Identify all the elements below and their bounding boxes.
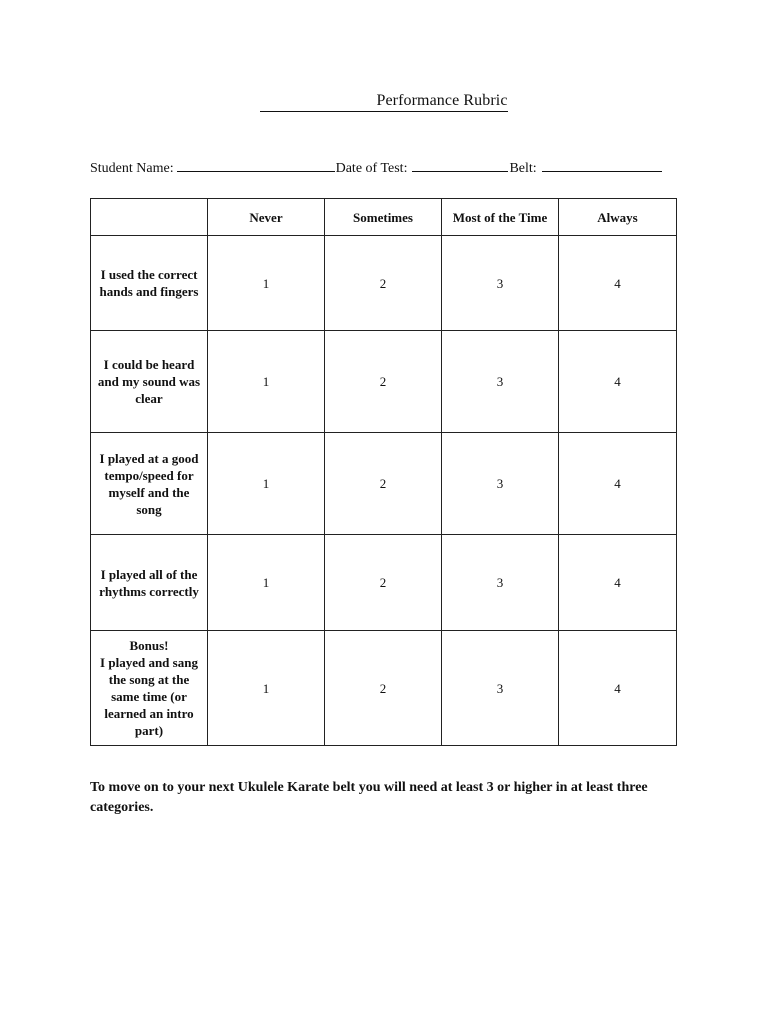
- belt-requirement-note: To move on to your next Ukulele Karate belt you will need at least 3 or higher in at least three categories.: [90, 780, 648, 815]
- date-of-test-blank[interactable]: [412, 157, 508, 172]
- row-label: I played at a good tempo/speed for myself and the song: [91, 433, 208, 535]
- row-label: I could be heard and my sound was clear: [91, 331, 208, 433]
- score-most-of-the-time[interactable]: 3: [442, 433, 559, 535]
- score-most-of-the-time[interactable]: 3: [442, 535, 559, 631]
- score-always[interactable]: 4: [559, 331, 677, 433]
- header-cell-most-of-the-time: Most of the Time: [442, 199, 559, 236]
- rubric-table: [90, 198, 677, 746]
- title-underline: [260, 92, 507, 112]
- student-name-label: Student Name:: [90, 161, 174, 176]
- header-cell-sometimes: Sometimes: [325, 199, 442, 236]
- header-cell-never: Never: [208, 199, 325, 236]
- table-row: [91, 433, 677, 535]
- date-of-test-label: Date of Test:: [335, 161, 408, 176]
- score-always[interactable]: 4: [559, 236, 677, 331]
- page-title: Performance Rubric: [376, 92, 508, 109]
- score-never[interactable]: 1: [208, 535, 325, 631]
- belt-blank[interactable]: [542, 157, 662, 172]
- header-cell-empty: [91, 199, 208, 236]
- score-sometimes[interactable]: 2: [325, 236, 442, 331]
- table-row: [91, 236, 677, 331]
- bonus-row-label: [91, 631, 208, 746]
- header-row: [91, 199, 677, 236]
- score-never[interactable]: 1: [208, 433, 325, 535]
- score-most-of-the-time[interactable]: 3: [442, 236, 559, 331]
- score-sometimes[interactable]: 2: [325, 535, 442, 631]
- bonus-title: Bonus!: [129, 638, 169, 653]
- score-never[interactable]: 1: [208, 631, 325, 746]
- score-sometimes[interactable]: 2: [325, 433, 442, 535]
- table-row: [91, 331, 677, 433]
- row-label: I used the correct hands and fingers: [91, 236, 208, 331]
- header-cell-always: Always: [559, 199, 677, 236]
- score-most-of-the-time[interactable]: 3: [442, 331, 559, 433]
- row-label: I played and sang the song at the same time (or learned an intro part): [100, 655, 198, 738]
- score-never[interactable]: 1: [208, 331, 325, 433]
- score-always[interactable]: 4: [559, 433, 677, 535]
- score-sometimes[interactable]: 2: [325, 331, 442, 433]
- belt-label: Belt:: [509, 161, 537, 176]
- student-name-blank[interactable]: [177, 157, 335, 172]
- score-never[interactable]: 1: [208, 236, 325, 331]
- table-row: [91, 631, 677, 746]
- title-line: [0, 92, 768, 112]
- score-always[interactable]: 4: [559, 535, 677, 631]
- student-fields: [90, 157, 680, 177]
- table-row: [91, 535, 677, 631]
- score-most-of-the-time[interactable]: 3: [442, 631, 559, 746]
- score-always[interactable]: 4: [559, 631, 677, 746]
- row-label: I played all of the rhythms correctly: [91, 535, 208, 631]
- score-sometimes[interactable]: 2: [325, 631, 442, 746]
